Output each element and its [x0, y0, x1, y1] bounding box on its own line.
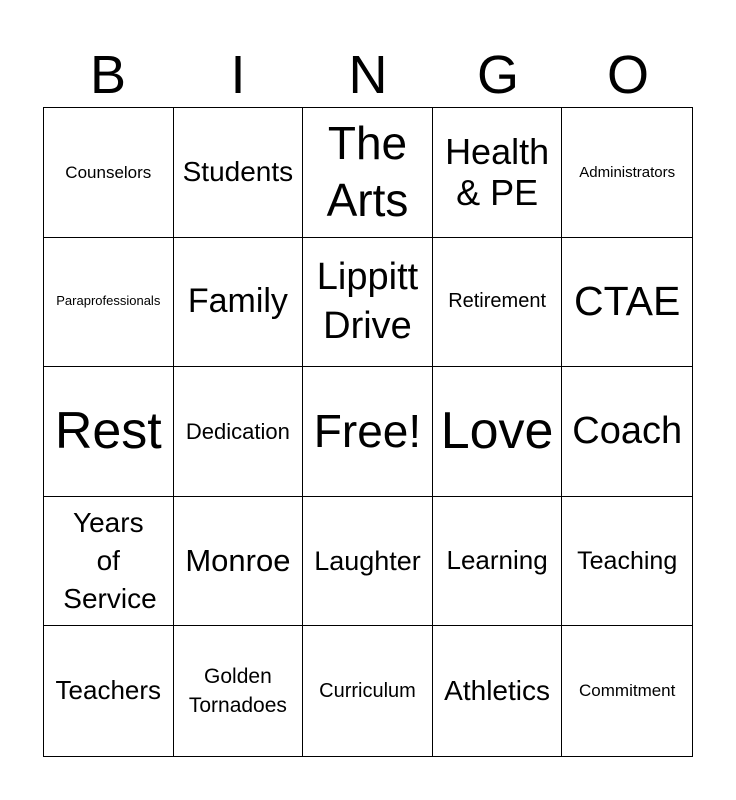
header-letter-i: I [230, 45, 246, 105]
bingo-cell[interactable] [44, 108, 174, 238]
cell-text: Counselors [65, 162, 152, 182]
bingo-cell[interactable] [433, 367, 563, 497]
bingo-cell[interactable] [174, 238, 304, 368]
bingo-cell[interactable] [174, 367, 304, 497]
bingo-cell[interactable] [433, 497, 563, 627]
cell-text: Rest [54, 401, 162, 460]
bingo-cell[interactable] [433, 238, 563, 368]
header-letter-o: O [606, 45, 649, 105]
cell-text: Laughter [314, 545, 421, 576]
bingo-cell[interactable] [433, 108, 563, 238]
cell-text: Students [182, 156, 294, 188]
header-letter-b: B [89, 45, 127, 105]
cell-text: Golden Tornadoes [188, 664, 287, 718]
cell-text: Curriculum [319, 679, 416, 702]
bingo-cell[interactable] [562, 367, 692, 497]
cell-text: Retirement [448, 290, 546, 313]
bingo-cell[interactable] [303, 367, 433, 497]
bingo-cell[interactable] [562, 626, 692, 756]
cell-text: CTAE [574, 278, 681, 325]
bingo-cell[interactable] [433, 626, 563, 756]
cell-text: Teachers [55, 675, 162, 706]
cell-text: Lippitt Drive [316, 255, 419, 347]
cell-text: The Arts [326, 116, 409, 227]
header-letter-g: G [476, 45, 519, 105]
cell-text: Coach [572, 409, 683, 452]
cell-text: Teaching [577, 546, 678, 575]
bingo-cell[interactable] [174, 108, 304, 238]
bingo-cell[interactable] [303, 497, 433, 627]
bingo-cell[interactable] [174, 626, 304, 756]
bingo-cell[interactable] [562, 108, 692, 238]
cell-text: Learning [446, 545, 548, 576]
bingo-cell[interactable] [303, 626, 433, 756]
bingo-cell[interactable] [174, 497, 304, 627]
bingo-board [43, 107, 693, 757]
bingo-cell[interactable] [562, 497, 692, 627]
cell-text: Monroe [185, 543, 291, 579]
bingo-cell[interactable] [303, 238, 433, 368]
bingo-header [43, 44, 693, 106]
cell-text: Paraprofessionals [56, 293, 161, 309]
cell-text: Athletics [444, 675, 550, 707]
cell-text: Years of Service [63, 506, 157, 615]
cell-text: Family [187, 282, 288, 321]
bingo-cell[interactable] [44, 626, 174, 756]
cell-text: Love [440, 401, 554, 460]
bingo-cell[interactable] [303, 108, 433, 238]
bingo-cell[interactable] [44, 367, 174, 497]
cell-text: Health & PE [445, 130, 550, 214]
cell-text: Administrators [579, 163, 676, 181]
cell-text: Commitment [579, 681, 676, 701]
header-letter-n: N [348, 45, 388, 105]
bingo-cell[interactable] [562, 238, 692, 368]
cell-text: Free! [313, 405, 422, 458]
bingo-cell[interactable] [44, 238, 174, 368]
cell-text: Dedication [185, 418, 290, 444]
bingo-cell[interactable] [44, 497, 174, 627]
